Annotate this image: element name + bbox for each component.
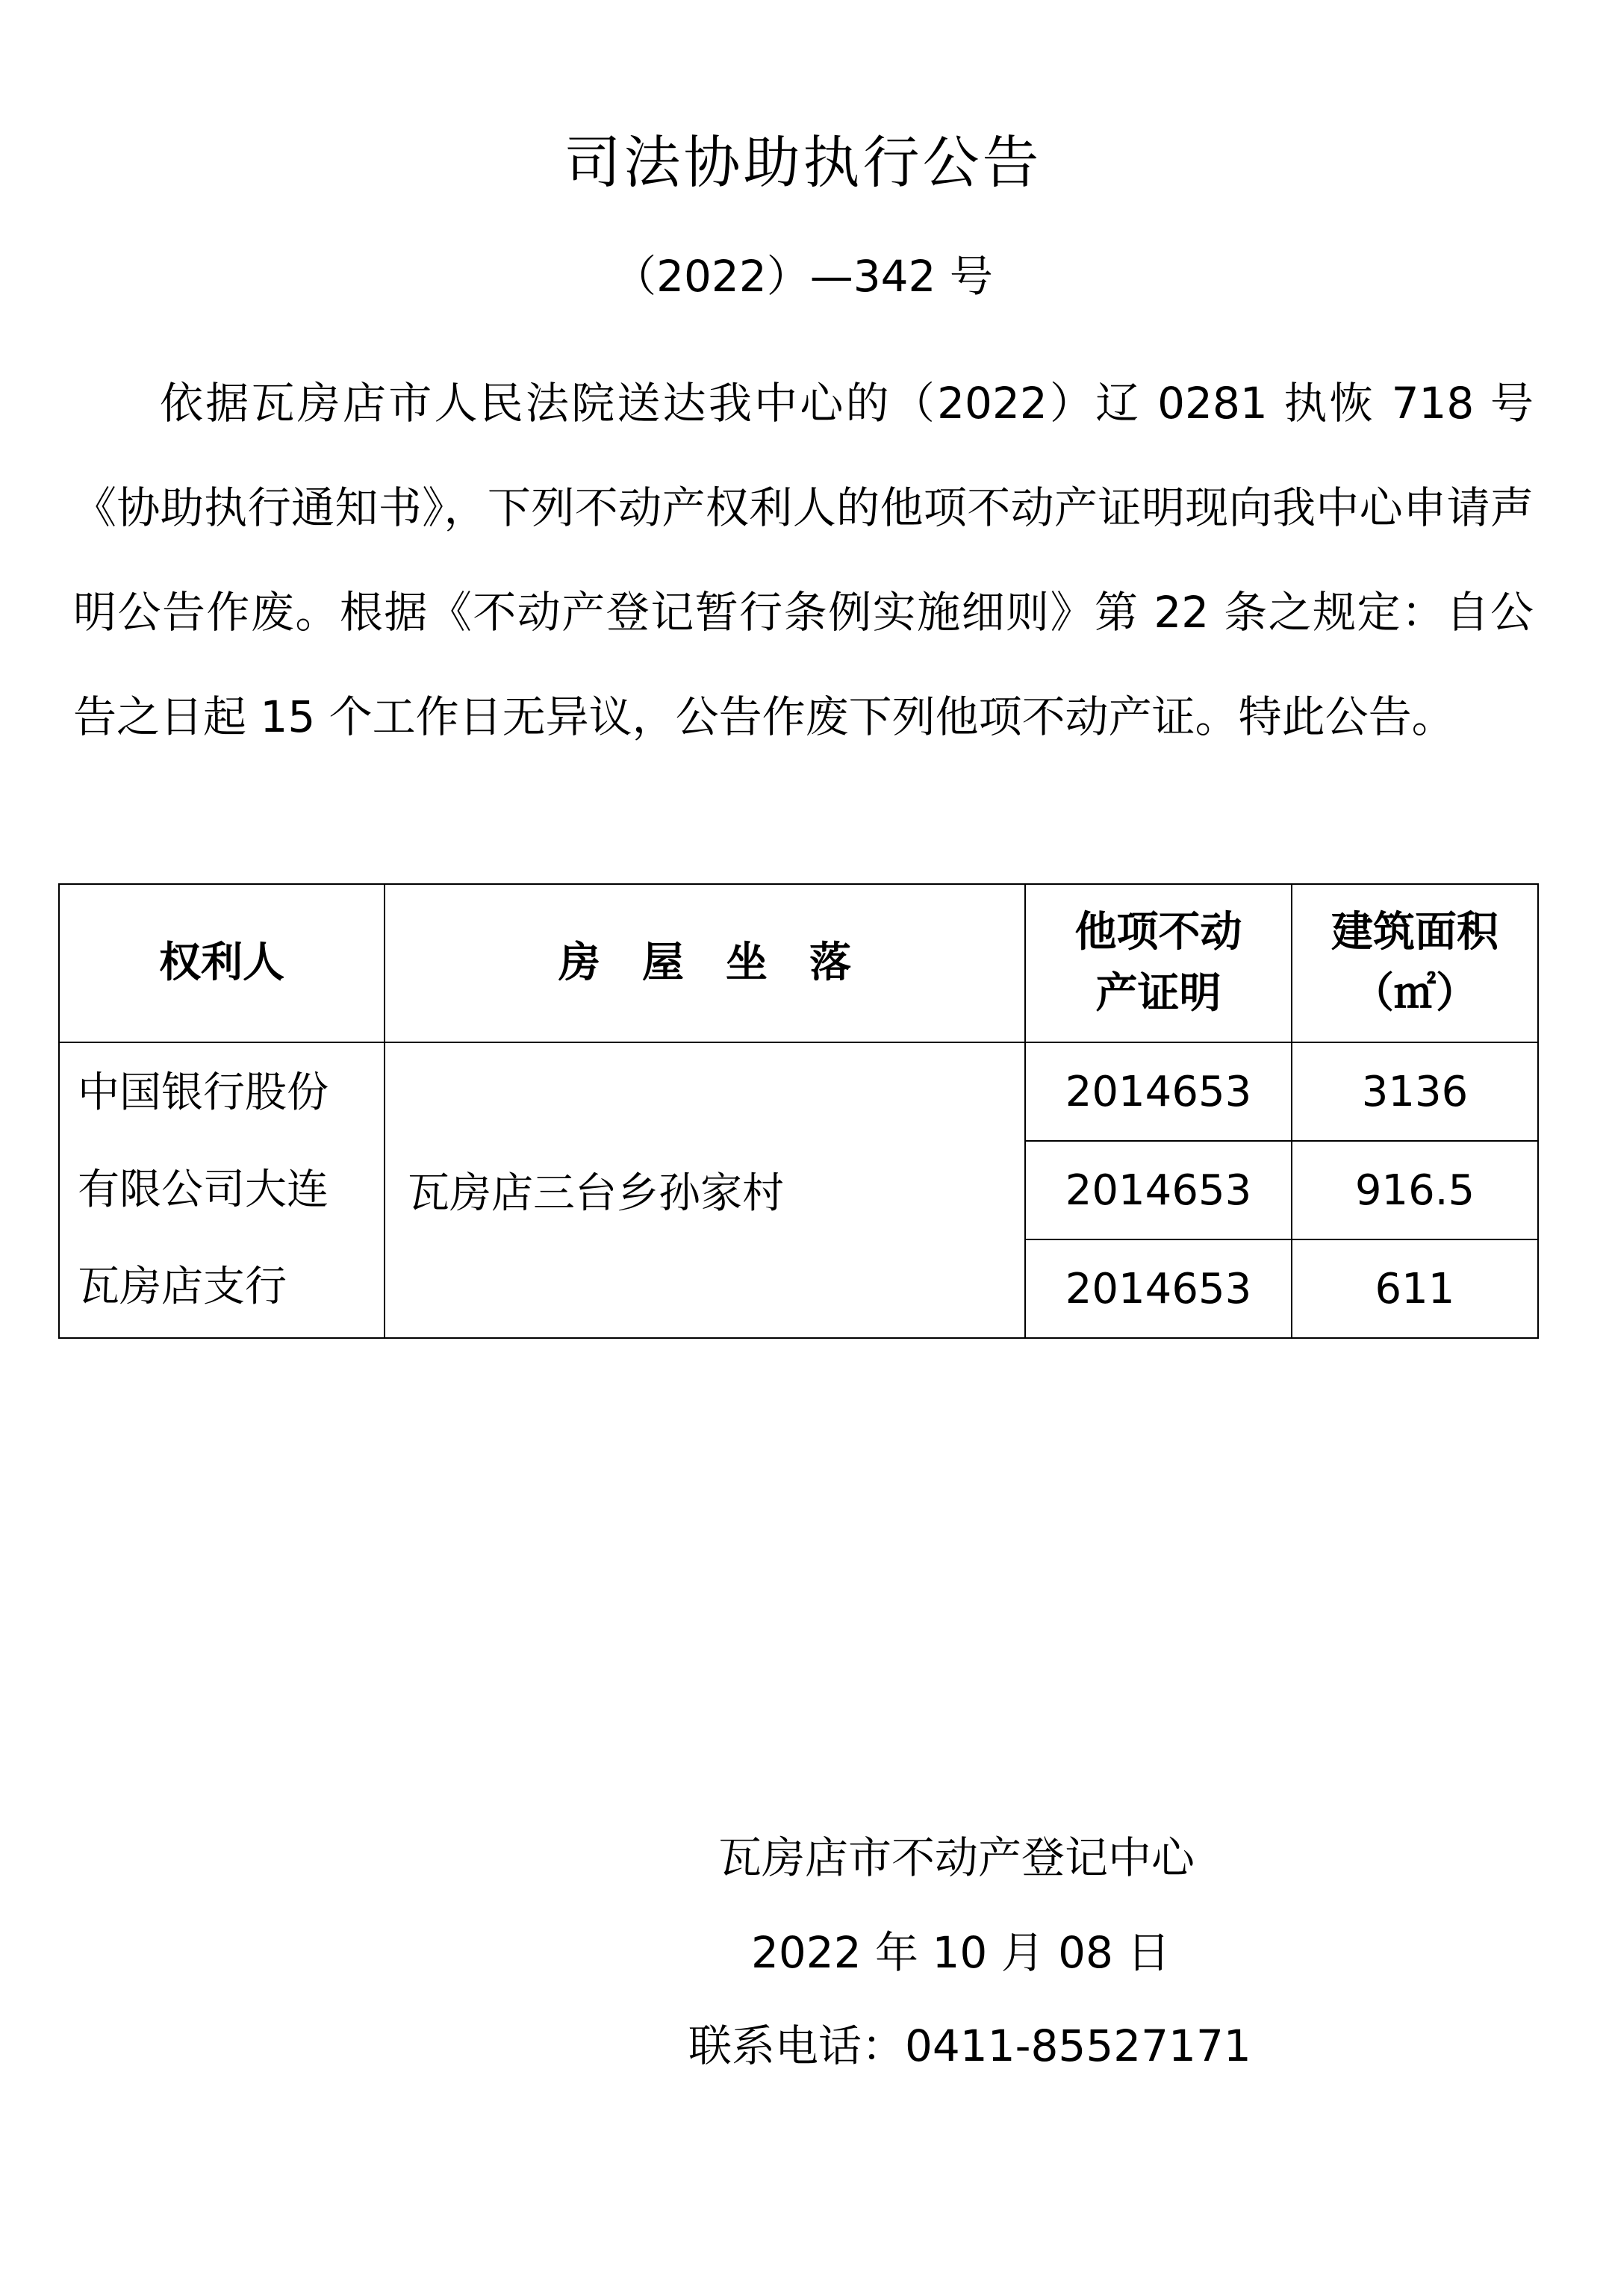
table-row	[59, 1042, 1538, 1141]
certificate-table	[58, 883, 1539, 1339]
certificate-number: 2014653	[1025, 1239, 1292, 1338]
building-area: 916.5	[1292, 1141, 1538, 1239]
holder-line: 中国银行股份	[78, 1068, 329, 1117]
header-holder: 权利人	[59, 884, 385, 1042]
building-area: 611	[1292, 1239, 1538, 1338]
header-certificate-line2: 产证明	[1095, 969, 1221, 1018]
header-certificate	[1025, 884, 1292, 1042]
document-number: （2022）—342 号	[613, 251, 993, 302]
header-certificate-line1: 他项不动	[1074, 908, 1242, 956]
notice-body: 依据瓦房店市人民法院送达我中心的（2022）辽 0281 执恢 718 号《协助执行通知书》，下列不动产权利人的他项不动产证明现向我中心申请声明公告作废。根据《不动产登记暂行条例实施细则》第 22 条之规定：自公告之日起 15 个工作日无异议，公告作废下列他项不动产证。特此公告。	[73, 378, 1534, 742]
notice-title: 司法协助执行公告	[564, 129, 1042, 196]
location-cell: 瓦房店三台乡孙家村	[385, 1042, 1025, 1338]
header-area-line2: （㎡）	[1352, 969, 1478, 1018]
holder-line: 有限公司大连	[78, 1166, 329, 1214]
header-area	[1292, 884, 1538, 1042]
header-area-line1: 建筑面积	[1331, 908, 1498, 956]
building-area: 3136	[1292, 1042, 1538, 1141]
holder-line: 瓦房店支行	[78, 1263, 287, 1311]
header-location: 房 屋 坐 落	[385, 884, 1025, 1042]
table-header-row	[59, 884, 1538, 1042]
certificate-number: 2014653	[1025, 1042, 1292, 1141]
holder-cell	[59, 1042, 385, 1338]
issuing-organization: 瓦房店市不动产登记中心	[718, 1832, 1195, 1883]
issue-date: 2022 年 10 月 08 日	[751, 1927, 1171, 1978]
contact-phone: 联系电话：0411-85527171	[688, 2020, 1251, 2071]
certificate-number: 2014653	[1025, 1141, 1292, 1239]
